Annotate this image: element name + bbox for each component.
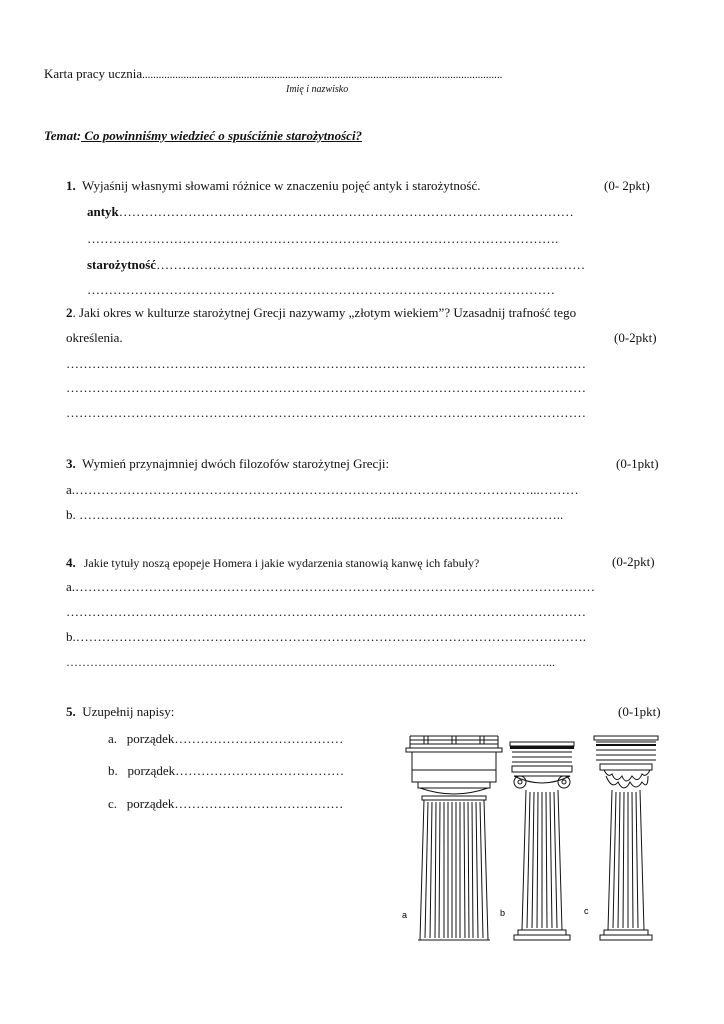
q1-term-starozytnosc-dots: ……………………………………………………………………………………… [156,257,586,272]
question-3-number: 3. [66,456,76,471]
q1-answer-starozytnosc[interactable] [87,257,585,273]
topic-line [44,128,362,144]
question-3-points: (0-1pkt) [616,456,659,471]
q5-item-b[interactable] [108,763,344,779]
q1-answer-antyk[interactable] [87,204,574,220]
q5-item-c[interactable] [108,796,343,812]
q1-term-antyk: antyk [87,204,119,219]
q2-answer-line-3[interactable]: ………………………………………………………………………………………………………… [66,405,586,420]
question-1-text: Wyjaśnij własnymi słowami różnice w znaczeniu pojęć antyk i starożytność. [82,178,481,193]
question-5 [66,704,174,720]
q1-term-antyk-dots: …………………………………………………………………………………………… [118,204,574,219]
q5-item-a-letter: a. [108,731,118,746]
question-2-text: . Jaki okres w kulturze starożytnej Grecji nazywamy „złotym wiekiem”? Uzasadnij trafność tego [72,305,577,320]
q3-answer-a[interactable]: a.……………………………………………………………………………………………...……… [66,482,579,497]
topic-title: Co powinniśmy wiedzieć o spuściźnie starożytności? [81,128,363,143]
q3-answer-b[interactable]: b. ………………………………………………………………...……………………………….. [66,507,564,522]
question-2-points: (0-2pkt) [614,330,657,345]
question-3 [66,456,389,472]
ionic-column-image [510,742,574,940]
q1-answer-line-4[interactable]: ……………………………………………………………………………………………… [87,282,555,297]
topic-prefix: Temat: [44,128,82,143]
name-sublabel: Imię i nazwisko [286,84,349,95]
q5-item-c-text: porządek………………………………… [126,796,344,811]
q5-item-a-text: porządek………………………………… [126,731,344,746]
question-2-text-cont: określenia. [66,330,123,345]
doric-column-image [406,736,502,940]
greek-columns-illustration [398,730,668,945]
student-name-line [44,66,502,82]
q1-term-starozytnosc: starożytność [87,257,157,272]
worksheet-label: Karta pracy ucznia [44,66,143,81]
question-4-number: 4. [66,555,76,570]
corinthian-column-image [594,736,658,940]
column-label-c: c [584,906,589,916]
question-2-number: 2 [66,305,73,320]
name-dots: ................................................................................................................................... [142,69,503,81]
question-4-points: (0-2pkt) [612,554,655,569]
q4-answer-b[interactable]: b.………………………………………………………………………………………………………. [66,629,586,644]
question-4 [66,554,479,572]
question-1-number: 1. [66,178,76,193]
question-1 [66,178,481,194]
q4-answer-line-4[interactable]: …………………………………………………………………………………………………………... [66,655,555,669]
question-5-text: Uzupełnij napisy: [82,704,175,719]
q5-item-b-letter: b. [108,763,118,778]
question-5-points: (0-1pkt) [618,704,661,719]
question-1-points: (0- 2pkt) [604,178,650,193]
q4-answer-a[interactable]: a.………………………………………………………………………………………………………… [66,579,596,594]
q5-item-a[interactable] [108,731,343,747]
q1-answer-line-2[interactable]: ………………………………………………………………………………………………. [87,231,559,246]
question-5-number: 5. [66,704,76,719]
question-2 [66,305,576,321]
column-label-b: b [500,908,506,918]
question-3-text: Wymień przynajmniej dwóch filozofów starożytnej Grecji: [82,456,390,471]
q5-item-c-letter: c. [108,796,118,811]
column-label-a: a [402,910,408,920]
question-4-text: Jakie tytuły noszą epopeje Homera i jakie wydarzenia stanowią kanwę ich fabuły? [83,556,480,570]
q2-answer-line-1[interactable]: ………………………………………………………………………………………………………… [66,356,586,371]
q4-answer-line-2[interactable]: ………………………………………………………………………………………………………… [66,604,586,619]
q2-answer-line-2[interactable]: ………………………………………………………………………………………………………… [66,380,586,395]
q5-item-b-text: porządek………………………………… [127,763,345,778]
